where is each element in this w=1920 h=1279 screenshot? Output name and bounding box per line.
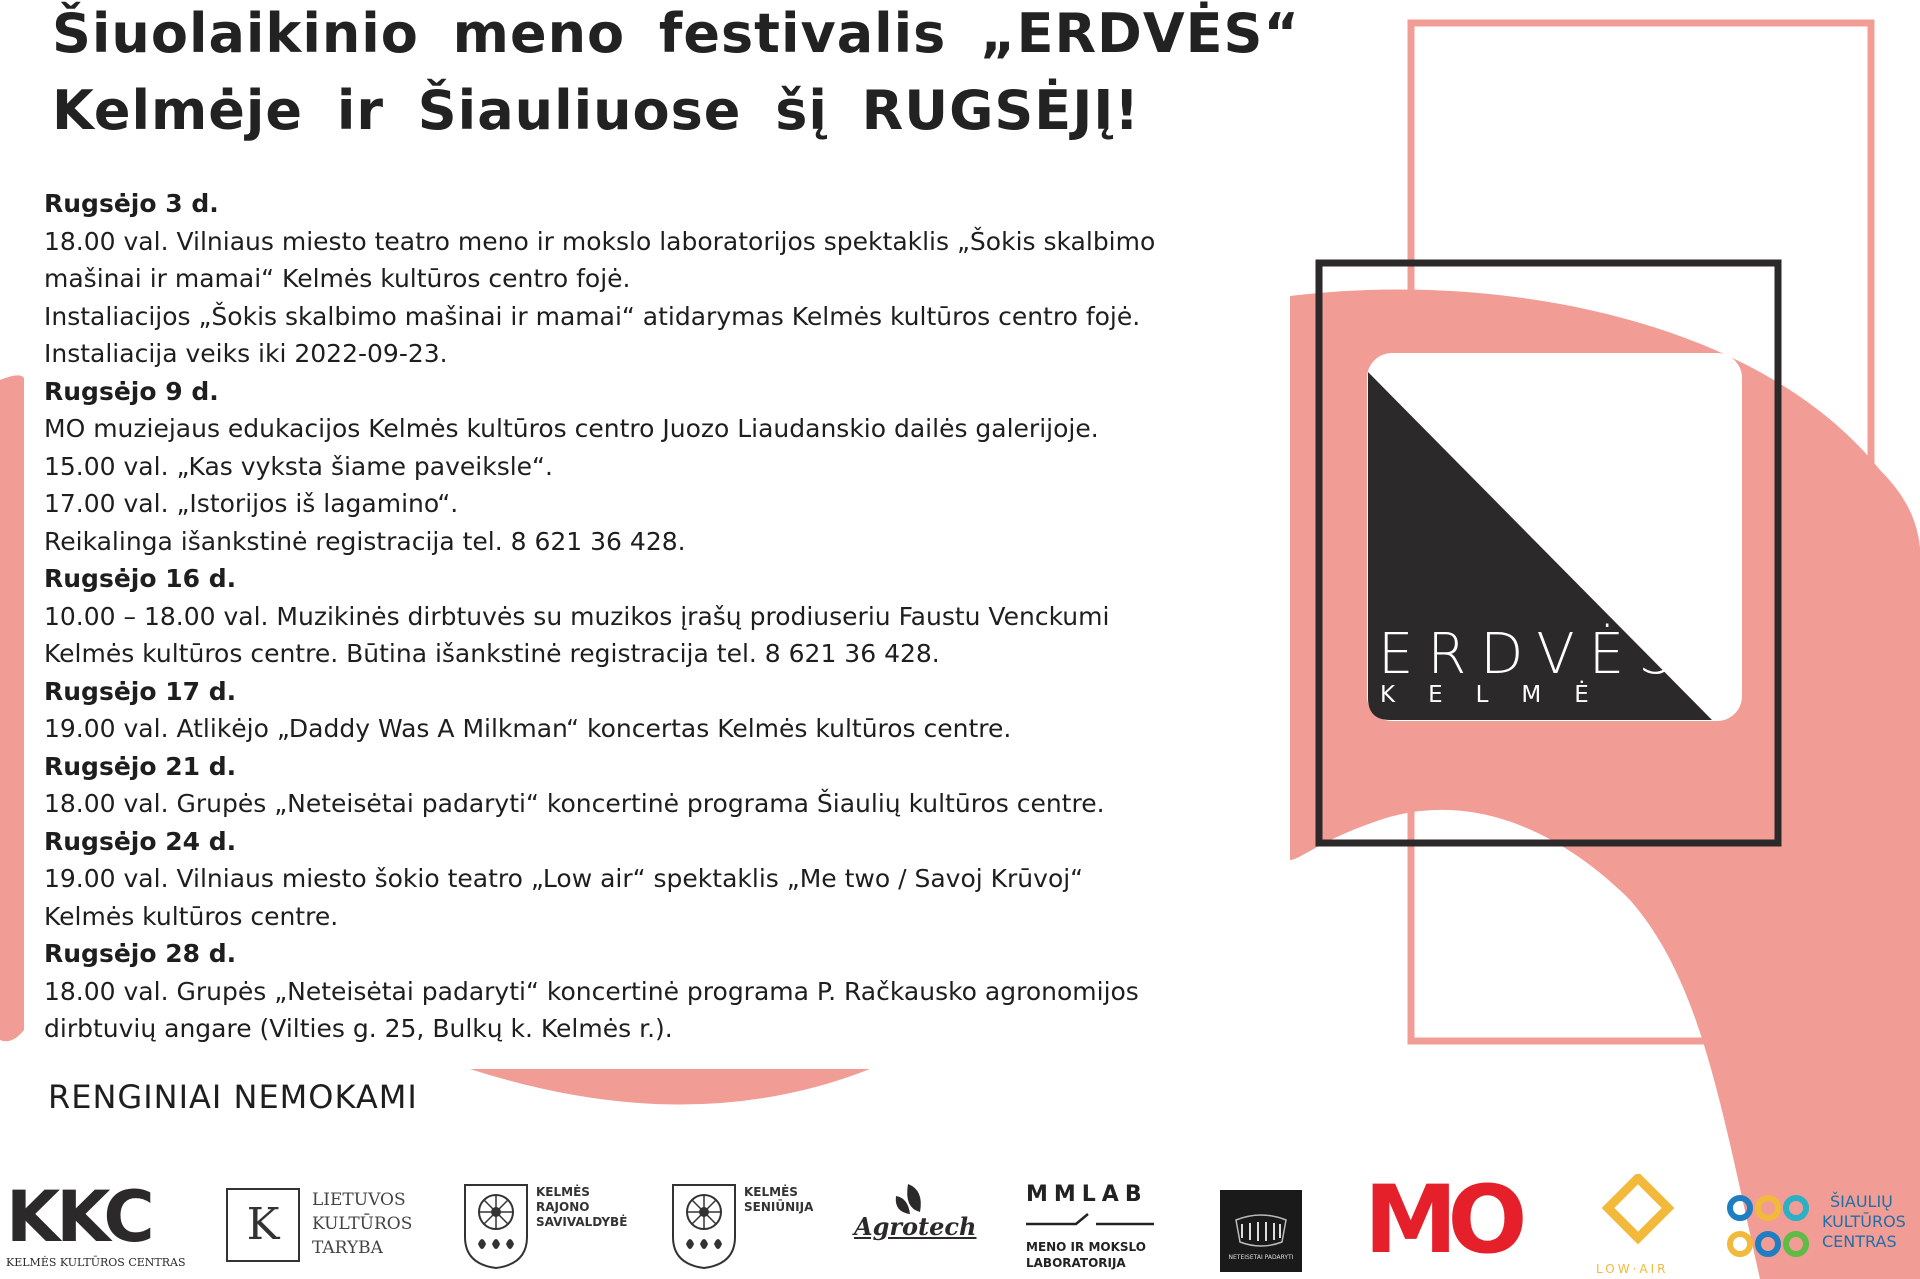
- event-description: 19.00 val. Atlikėjo „Daddy Was A Milkman“ koncertas Kelmės kultūros centre.: [44, 714, 1012, 743]
- sponsor-kkc: [6, 1176, 186, 1272]
- title-line-2: Kelmėje ir Šiauliuose šį RUGSĖJĮ!: [52, 79, 1140, 142]
- event-description: Instaliacijos „Šokis skalbimo mašinai ir mamai“ atidarymas Kelmės kultūros centro fojė.: [44, 301, 1141, 331]
- event-description: mašinai ir mamai“ Kelmės kultūros centro fojė.: [44, 264, 631, 293]
- event-description: Kelmės kultūros centre. Būtina išankstinė registracija tel. 8 621 36 428.: [44, 639, 940, 668]
- event-date: Rugsėjo 28 d.: [44, 939, 237, 968]
- event-description: 15.00 val. „Kas vyksta šiame paveiksle“.: [44, 451, 553, 481]
- event-date: Rugsėjo 24 d.: [44, 826, 237, 856]
- sponsor-mo: [1364, 1166, 1534, 1275]
- erdves-logo-text: ERDVĖS: [1378, 622, 1688, 687]
- event-date: Rugsėjo 16 d.: [44, 564, 237, 593]
- event-date: Rugsėjo 9 d.: [44, 376, 219, 406]
- sponsor-mmlab: [1024, 1182, 1174, 1272]
- event-description: Kelmės kultūros centre.: [44, 901, 339, 931]
- ltk-mark: K: [226, 1188, 300, 1262]
- lowair-diamond-icon: [1598, 1174, 1678, 1254]
- skc-line3: CENTRAS: [1822, 1232, 1897, 1251]
- savivaldybe-line3: SAVIVALDYBĖ: [536, 1215, 628, 1229]
- event-description: 17.00 val. „Istorijos iš lagamino“.: [44, 489, 459, 518]
- event-description: Reikalinga išankstinė registracija tel. 8 621 36 428.: [44, 526, 686, 556]
- event-date: Rugsėjo 17 d.: [44, 676, 237, 706]
- pink-arc: [470, 1069, 870, 1105]
- event-date: Rugsėjo 3 d.: [44, 189, 219, 218]
- sponsor-skc: [1726, 1192, 1916, 1272]
- skc-line1: ŠIAULIŲ: [1830, 1192, 1893, 1211]
- savivaldybe-line1: KELMĖS: [536, 1185, 590, 1199]
- seniunija-line1: KELMĖS: [744, 1185, 798, 1199]
- sponsor-seniunija: [670, 1182, 830, 1272]
- lowair-name: LOW·AIR: [1596, 1262, 1669, 1276]
- sponsor-agrotech: [838, 1182, 978, 1262]
- title-line-1: Šiuolaikinio meno festivalis „ERDVĖS“: [52, 2, 1300, 65]
- mmlab-line2: LABORATORIJA: [1026, 1256, 1126, 1270]
- mmlab-line1: MENO IR MOKSLO: [1026, 1240, 1146, 1254]
- event-date: Rugsėjo 21 d.: [44, 751, 237, 781]
- ltk-line2: KULTŪROS: [312, 1214, 413, 1234]
- coat-of-arms-icon: [462, 1182, 530, 1270]
- free-events-note: RENGINIAI NEMOKAMI: [48, 1078, 418, 1116]
- skc-line2: KULTŪROS: [1822, 1212, 1906, 1231]
- seniunija-line2: SENIŪNIJA: [744, 1200, 814, 1214]
- coat-of-arms-icon: [670, 1182, 738, 1270]
- event-description: dirbtuvių angare (Vilties g. 25, Bulkų k. Kelmės r.).: [44, 1014, 673, 1043]
- neteisetai-name: NETEISĖTAI PADARYTI: [1228, 1254, 1294, 1261]
- mo-name: MO: [1364, 1166, 1518, 1275]
- kkc-mark: KKC: [6, 1176, 151, 1258]
- event-description: Instaliacija veiks iki 2022-09-23.: [44, 339, 448, 368]
- skc-rings-icon: [1726, 1192, 1810, 1276]
- sponsor-neteisetai: [1220, 1190, 1302, 1272]
- event-description: 10.00 – 18.00 val. Muzikinės dirbtuvės su muzikos įrašų prodiuseriu Faustu Venckumi: [44, 601, 1110, 631]
- event-description: 18.00 val. Vilniaus miesto teatro meno ir mokslo laboratorijos spektaklis „Šokis skalbimo: [44, 226, 1156, 256]
- savivaldybe-line2: RAJONO: [536, 1200, 590, 1214]
- ltk-line1: LIETUVOS: [312, 1190, 406, 1210]
- erdves-logo-city: KELMĖ: [1380, 682, 1622, 708]
- mmlab-line-icon: [1026, 1212, 1156, 1232]
- sponsor-savivaldybe: [462, 1182, 632, 1272]
- ltk-line3: TARYBA: [312, 1238, 383, 1258]
- sponsor-ltk: [224, 1184, 424, 1268]
- event-schedule: [44, 185, 1294, 1048]
- event-description: 18.00 val. Grupės „Neteisėtai padaryti“ koncertinė programa P. Račkausko agronomijos: [44, 976, 1139, 1006]
- sponsor-lowair: [1590, 1174, 1700, 1279]
- event-description: MO muziejaus edukacijos Kelmės kultūros centro Juozo Liaudanskio dailės galerijoje.: [44, 414, 1099, 443]
- agrotech-name: Agrotech: [854, 1212, 977, 1241]
- event-description: 18.00 val. Grupės „Neteisėtai padaryti“ koncertinė programa Šiaulių kultūros centre.: [44, 789, 1105, 818]
- mmlab-name: MMLAB: [1026, 1182, 1148, 1207]
- pink-left-strip: [0, 375, 24, 1041]
- kkc-name: KELMĖS KULTŪROS CENTRAS: [6, 1256, 186, 1269]
- event-description: 19.00 val. Vilniaus miesto šokio teatro „Low air“ spektaklis „Me two / Savoj Krūvoj“: [44, 864, 1084, 893]
